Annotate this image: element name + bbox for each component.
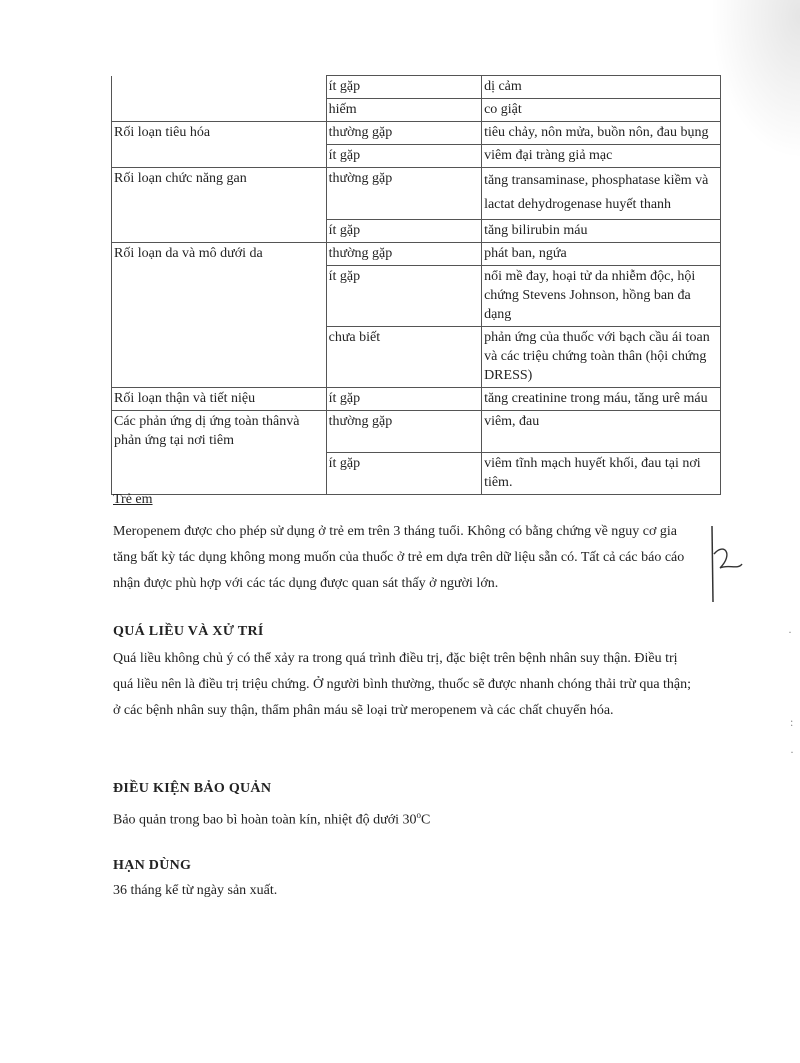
effect-cell: dị cảm <box>482 76 721 99</box>
frequency-cell: thường gặp <box>326 411 481 453</box>
handwritten-initial <box>704 524 744 604</box>
effect-cell: phản ứng của thuốc với bạch cầu ái toan và các triệu chứng toàn thân (hội chứng DRESS) <box>482 327 721 388</box>
system-cell: Rối loạn da và mô dưới da <box>112 243 327 266</box>
effect-cell: phát ban, ngứa <box>482 243 721 266</box>
storage-text: Bảo quản trong bao bì hoàn toàn kín, nhiệt độ dưới 30 <box>113 812 417 828</box>
effect-cell: tiêu chảy, nôn mửa, buồn nôn, đau bụng <box>482 122 721 145</box>
frequency-cell: thường gặp <box>326 243 481 266</box>
effect-cell: tăng creatinine trong máu, tăng urê máu <box>482 388 721 411</box>
frequency-cell: ít gặp <box>326 388 481 411</box>
expiry-heading: HẠN DÙNG <box>113 858 192 873</box>
effect-cell: co giật <box>482 99 721 122</box>
degree-mark: o <box>416 810 422 820</box>
scan-speck: · <box>788 625 792 639</box>
children-heading: Trẻ em <box>113 492 153 507</box>
system-cell <box>112 266 327 327</box>
system-cell <box>112 145 327 168</box>
overdose-heading: QUÁ LIỀU VÀ XỬ TRÍ <box>113 624 264 639</box>
system-cell: Rối loạn thận và tiết niệu <box>112 388 327 411</box>
table-row <box>112 122 721 145</box>
children-paragraph: Meropenem được cho phép sử dụng ở trẻ em trên 3 tháng tuổi. Không có bằng chứng về nguy cơ gia tăng bất kỳ tác dụng không mong muốn của thuốc ở trẻ em dựa trên dữ liệu sẵn có. Tất cả các báo cáo nhận được phù hợp với các tác dụng được quan sát thấy ở người lớn. <box>113 524 685 591</box>
effect-cell: tăng bilirubin máu <box>482 220 721 243</box>
effect-cell: tăng transaminase, phosphatase kiềm và lactat dehydrogenase huyết thanh <box>482 168 721 220</box>
table-row <box>112 168 721 220</box>
effect-cell: viêm tĩnh mạch huyết khối, đau tại nơi tiêm. <box>482 452 721 494</box>
storage-paragraph <box>113 802 698 834</box>
frequency-cell: ít gặp <box>326 145 481 168</box>
effect-cell: viêm đại tràng giả mạc <box>482 145 721 168</box>
effect-cell: viêm, đau <box>482 411 721 453</box>
table-row <box>112 411 721 453</box>
scan-speck: · <box>790 745 794 759</box>
frequency-cell: thường gặp <box>326 122 481 145</box>
frequency-cell: thường gặp <box>326 168 481 220</box>
table-row <box>112 145 721 168</box>
frequency-cell: ít gặp <box>326 220 481 243</box>
system-cell <box>112 452 327 494</box>
table-row <box>112 220 721 243</box>
adverse-effects-table <box>111 75 721 495</box>
expiry-paragraph: 36 tháng kể từ ngày sản xuất. <box>113 883 278 898</box>
frequency-cell: ít gặp <box>326 76 481 99</box>
frequency-cell: ít gặp <box>326 452 481 494</box>
storage-heading: ĐIỀU KIỆN BẢO QUẢN <box>113 781 272 796</box>
table-row <box>112 327 721 388</box>
table-row <box>112 76 721 99</box>
table-row <box>112 452 721 494</box>
system-cell: Rối loạn chức năng gan <box>112 168 327 220</box>
overdose-paragraph: Quá liều không chủ ý có thể xảy ra trong quá trình điều trị, đặc biệt trên bệnh nhân suy thận. Điều trị quá liều nên là điều trị triệu chứng. Ở người bình thường, thuốc sẽ được nhanh chóng thải trừ qua thận; ở các bệnh nhân suy thận, thẩm phân máu sẽ loại trừ meropenem và các chất chuyển hóa. <box>113 651 692 718</box>
frequency-cell: chưa biết <box>326 327 481 388</box>
table-row <box>112 243 721 266</box>
system-cell <box>112 99 327 122</box>
effect-cell: nổi mề đay, hoại tử da nhiễm độc, hội chứng Stevens Johnson, hồng ban đa dạng <box>482 266 721 327</box>
storage-unit: C <box>421 812 431 828</box>
table-row <box>112 388 721 411</box>
system-cell <box>112 76 327 99</box>
frequency-cell: hiếm <box>326 99 481 122</box>
scan-shadow <box>710 0 800 160</box>
table-row <box>112 266 721 327</box>
frequency-cell: ít gặp <box>326 266 481 327</box>
table-row <box>112 99 721 122</box>
system-cell: Rối loạn tiêu hóa <box>112 122 327 145</box>
scan-speck: : <box>790 715 794 729</box>
system-cell <box>112 327 327 388</box>
system-cell: Các phản ứng dị ứng toàn thânvà phản ứng tại nơi tiêm <box>112 411 327 453</box>
system-cell <box>112 220 327 243</box>
